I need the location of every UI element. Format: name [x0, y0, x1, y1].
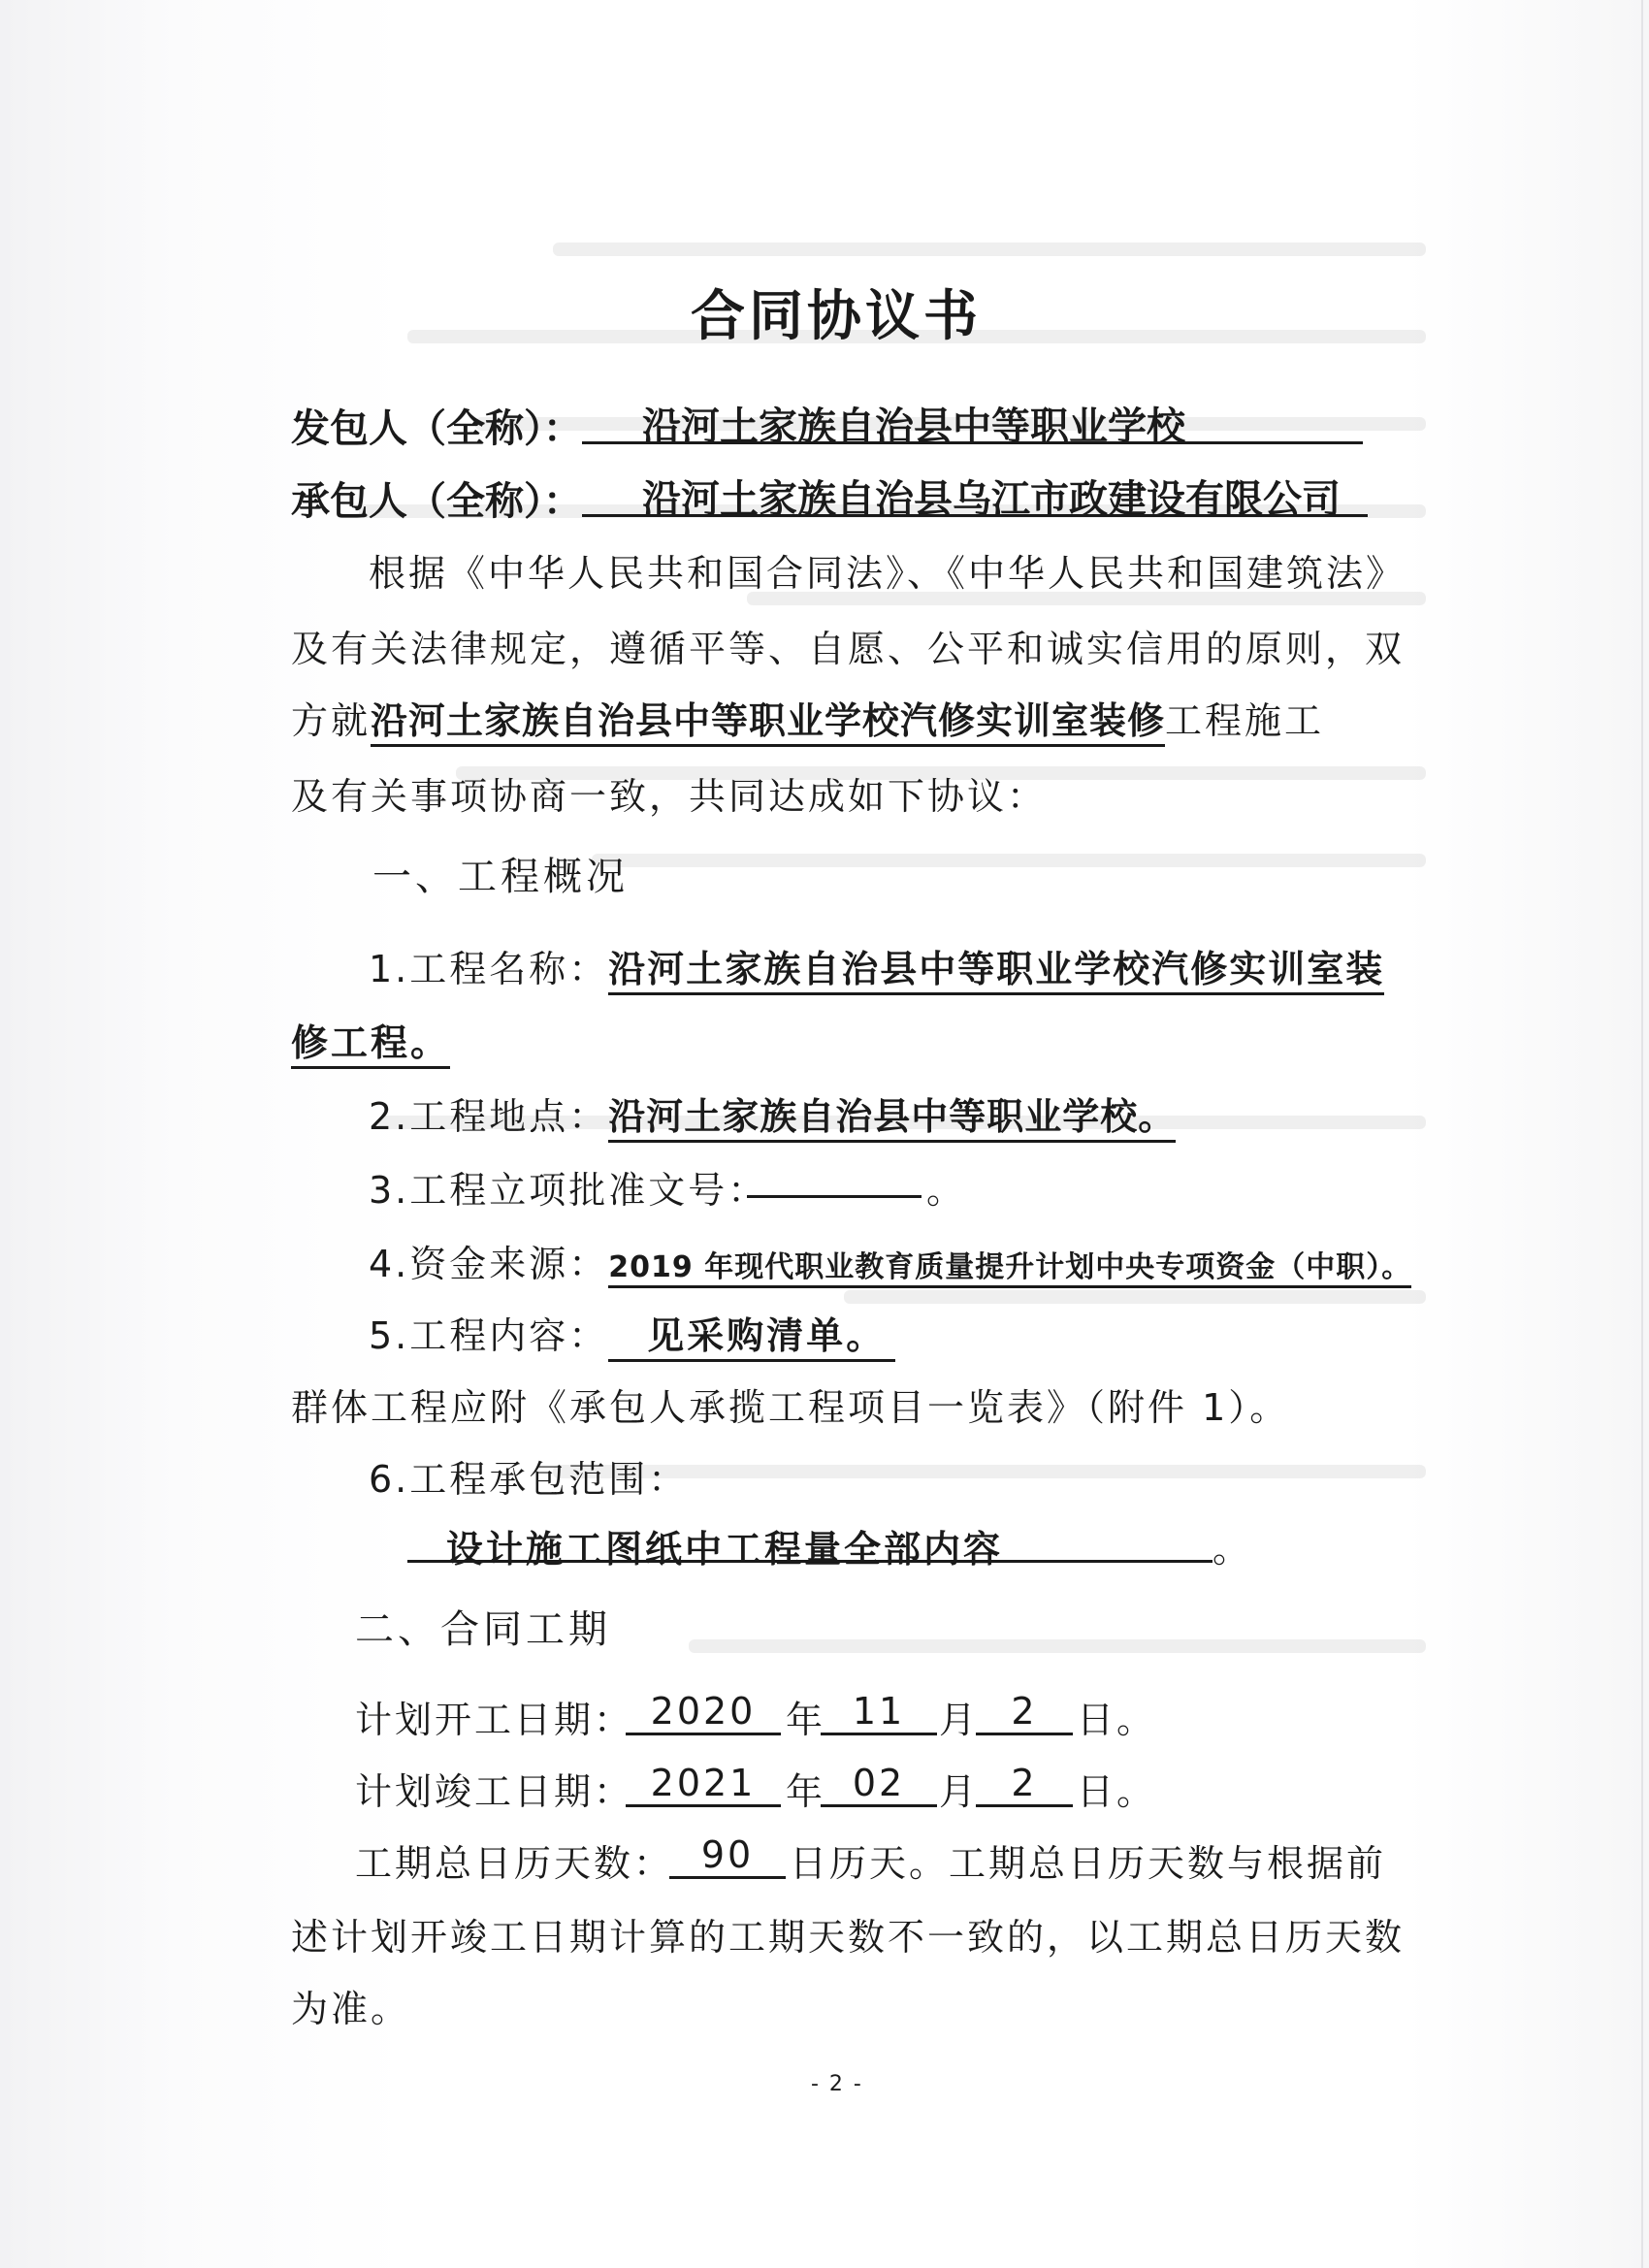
end-month-blank: [821, 1804, 937, 1807]
start-year-char: 年: [786, 1699, 826, 1741]
total-days-text-3: 为准。: [291, 1988, 411, 2030]
employer-label: 发包人（全称）：: [291, 406, 582, 451]
total-days-label: 工期总日历天数：: [355, 1842, 674, 1885]
intro-line-2: 及有关法律规定，遵循平等、自愿、公平和诚实信用的原则，双: [291, 628, 1406, 670]
item-1-value-a: 沿河土家族自治县中等职业学校汽修实训室装: [608, 939, 1384, 995]
group-note: 群体工程应附《承包人承揽工程项目一览表》（附件 1）。: [291, 1386, 1290, 1429]
item-4: [369, 1234, 1411, 1288]
item-5-value: 见采购清单。: [608, 1306, 895, 1362]
total-days-text-1: 日历天。工期总日历天数与根据前: [790, 1842, 1387, 1885]
start-year: 2020: [650, 1690, 757, 1733]
contractor-label: 承包人（全称）：: [291, 479, 582, 524]
item-6-value: 设计施工图纸中工程量全部内容: [446, 1528, 1004, 1571]
start-month-char: 月: [939, 1699, 980, 1741]
end-year-char: 年: [786, 1770, 826, 1813]
start-month: 11: [852, 1690, 906, 1733]
total-days-blank: [669, 1876, 786, 1879]
end-day: 2: [1011, 1762, 1038, 1804]
end-year-blank: [626, 1804, 781, 1807]
item-1: [369, 939, 1384, 995]
page-title: 合同协议书: [691, 285, 982, 348]
start-month-blank: [821, 1733, 937, 1735]
item-6-label: 6.工程承包范围：: [369, 1458, 689, 1501]
item-1-continued: [291, 1013, 450, 1069]
intro-line-4: 及有关事项协商一致，共同达成如下协议：: [291, 775, 1048, 818]
end-date-label: 计划竣工日期：: [355, 1770, 634, 1813]
item-1-value-b: 修工程。: [291, 1013, 450, 1069]
intro-line-3: [291, 691, 1324, 747]
start-day: 2: [1011, 1690, 1038, 1733]
item-4-label: 4.资金来源：: [369, 1243, 609, 1285]
item-3-end: 。: [926, 1169, 967, 1212]
section-1-heading: 一、工程概况: [372, 855, 629, 899]
contractor-value: 沿河土家族自治县乌江市政建设有限公司: [642, 477, 1341, 522]
item-2-label: 2.工程地点：: [369, 1095, 609, 1138]
section-2-heading: 二、合同工期: [355, 1607, 611, 1652]
total-days-value: 90: [700, 1833, 755, 1876]
scan-edge: [1641, 0, 1643, 2268]
item-5-label: 5.工程内容：: [369, 1314, 609, 1357]
item-6-end: 。: [1212, 1528, 1253, 1571]
intro-project-name: 沿河土家族自治县中等职业学校汽修实训室装修: [371, 691, 1165, 747]
employer-value: 沿河土家族自治县中等职业学校: [642, 405, 1185, 449]
start-day-char: 日。: [1077, 1699, 1157, 1741]
item-2-value: 沿河土家族自治县中等职业学校。: [608, 1086, 1176, 1143]
item-5: [369, 1306, 895, 1362]
item-1-label: 1.工程名称：: [369, 948, 609, 990]
intro-line-1: 根据《中华人民共和国合同法》、《中华人民共和国建筑法》: [369, 552, 1406, 595]
intro-line-3-suffix: 工程施工: [1165, 699, 1325, 742]
end-year: 2021: [650, 1762, 757, 1804]
page-number: - 2 -: [811, 2072, 863, 2096]
start-day-blank: [976, 1733, 1073, 1735]
end-month-char: 月: [939, 1770, 980, 1813]
start-date-label: 计划开工日期：: [355, 1699, 634, 1741]
item-3-blank: [747, 1195, 922, 1198]
item-3-label: 3.工程立项批准文号：: [369, 1169, 768, 1212]
item-4-value: 2019 年现代职业教育质量提升计划中央专项资金（中职）。: [608, 1243, 1411, 1288]
end-day-char: 日。: [1077, 1770, 1157, 1813]
end-day-blank: [976, 1804, 1073, 1807]
end-month: 02: [852, 1762, 906, 1804]
intro-line-3-prefix: 方就: [291, 699, 372, 742]
total-days-text-2: 述计划开竣工日期计算的工期天数不一致的，以工期总日历天数: [291, 1916, 1406, 1959]
item-2: [369, 1086, 1176, 1143]
start-year-blank: [626, 1733, 781, 1735]
